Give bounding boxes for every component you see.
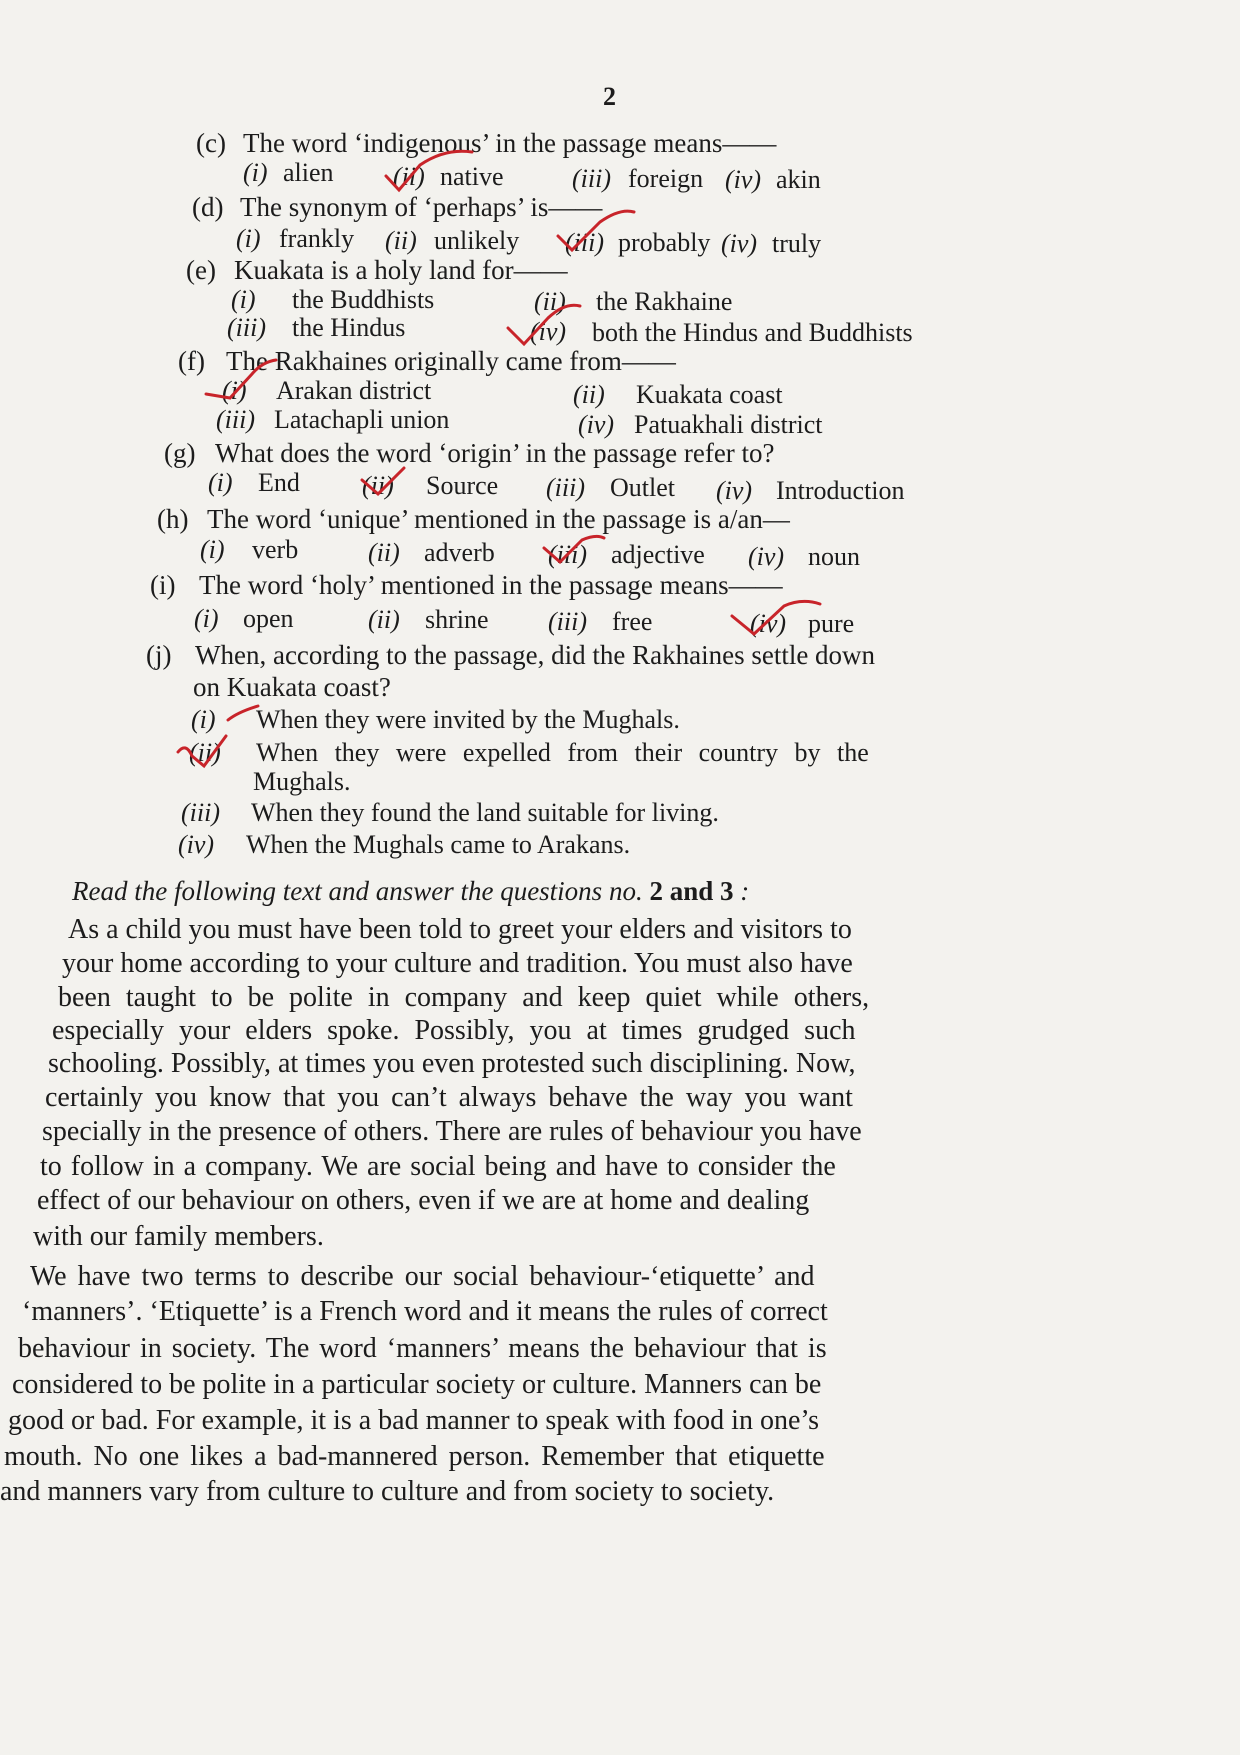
option-text: alien <box>283 158 334 187</box>
passage-line: considered to be polite in a particular society or culture. Manners can be <box>12 1369 822 1400</box>
instruction-question-numbers: 2 and 3 <box>649 876 734 906</box>
option-text: adverb <box>424 538 495 567</box>
option-text: Mughals. <box>253 767 351 796</box>
passage-line: ‘manners’. ‘Etiquette’ is a French word and it means the rules of correct <box>22 1296 828 1327</box>
question-stem: The synonym of ‘perhaps’ is—— <box>240 192 603 222</box>
passage-line: certainly you know that you can’t always behave the way you want <box>45 1082 853 1113</box>
option-label: (i) <box>208 468 233 497</box>
option-text: When they were invited by the Mughals. <box>256 705 680 734</box>
option-label: (iv) <box>750 609 787 638</box>
question-number: (g) <box>164 438 196 468</box>
option-label: (iii) <box>227 313 266 342</box>
passage-line: especially your elders spoke. Possibly, you at times grudged such <box>52 1015 856 1046</box>
passage-line: been taught to be polite in company and keep quiet while others, <box>58 982 870 1013</box>
option-label: (iii) <box>181 798 220 827</box>
option-text: truly <box>772 229 822 258</box>
option-text: noun <box>808 542 860 571</box>
option-label: (iii) <box>548 607 587 636</box>
option-text: native <box>440 162 504 191</box>
option-label: (i) <box>231 285 256 314</box>
option-label: (iv) <box>716 476 753 505</box>
option-text: When they were expelled from their country by the <box>256 738 869 767</box>
option-text: open <box>243 604 294 633</box>
option-text: Source <box>426 471 499 500</box>
option-label: (i) <box>236 224 261 253</box>
option-label: (ii) <box>534 287 566 316</box>
passage-line: behaviour in society. The word ‘manners’ means the behaviour that is <box>18 1333 827 1364</box>
option-text: probably <box>618 228 711 257</box>
option-text: Arakan district <box>276 376 432 405</box>
option-text: End <box>258 468 300 497</box>
option-text: Kuakata coast <box>636 380 783 409</box>
question-number: (h) <box>157 504 189 534</box>
instruction-text: Read the following text and answer the questions no. <box>72 876 650 906</box>
passage-line: your home according to your culture and tradition. You must also have <box>62 948 853 979</box>
option-text: foreign <box>628 164 704 193</box>
passage-line: to follow in a company. We are social being and have to consider the <box>40 1151 836 1182</box>
passage-line: schooling. Possibly, at times you even protested such disciplining. Now, <box>48 1048 856 1079</box>
option-text: Outlet <box>610 473 675 502</box>
question-number: (e) <box>186 255 216 285</box>
option-label: (i) <box>194 604 219 633</box>
question-number: (d) <box>192 192 224 222</box>
option-text: frankly <box>279 224 355 253</box>
question-number: (c) <box>196 128 226 158</box>
option-label: (iii) <box>572 164 611 193</box>
passage-line: We have two terms to describe our social behaviour-‘etiquette’ and <box>30 1261 815 1292</box>
question-stem: The Rakhaines originally came from—— <box>226 346 676 376</box>
option-label: (iv) <box>721 229 758 258</box>
option-label: (ii) <box>393 162 425 191</box>
passage-line: with our family members. <box>33 1221 324 1252</box>
option-label: (i) <box>243 158 268 187</box>
option-text: adjective <box>611 540 705 569</box>
page-number: 2 <box>603 82 616 111</box>
option-label: (iv) <box>178 830 215 859</box>
option-text: the Hindus <box>292 313 406 342</box>
option-text: the Rakhaine <box>596 287 733 316</box>
question-number: (f) <box>178 346 205 376</box>
question-stem: The word ‘unique’ mentioned in the passage is a/an— <box>207 504 790 534</box>
option-label: (ii) <box>362 471 394 500</box>
tick-mark-j-i <box>228 706 258 720</box>
reading-instruction <box>72 876 749 907</box>
option-text: akin <box>776 165 821 194</box>
question-stem: The word ‘holy’ mentioned in the passage means—— <box>199 570 783 600</box>
passage-line: good or bad. For example, it is a bad manner to speak with food in one’s <box>8 1405 820 1436</box>
option-text: the Buddhists <box>292 285 435 314</box>
option-text: both the Hindus and Buddhists <box>592 318 913 347</box>
passage-line: and manners vary from culture to culture and from society to society. <box>0 1476 775 1507</box>
passage-line: As a child you must have been told to greet your elders and visitors to <box>68 914 852 945</box>
option-label: (iv) <box>530 317 567 346</box>
question-stem: on Kuakata coast? <box>193 672 391 702</box>
option-label: (iii) <box>548 540 587 569</box>
question-stem: When, according to the passage, did the Rakhaines settle down <box>195 640 876 670</box>
option-label: (ii) <box>385 226 417 255</box>
question-number: (j) <box>146 640 172 670</box>
option-label: (iii) <box>546 473 585 502</box>
passage-line: specially in the presence of others. There are rules of behaviour you have <box>42 1116 862 1147</box>
option-text: free <box>612 607 653 636</box>
option-text: Patuakhali district <box>634 410 823 439</box>
passage-line: mouth. No one likes a bad-mannered person. Remember that etiquette <box>4 1441 825 1472</box>
question-stem: What does the word ‘origin’ in the passage refer to? <box>215 438 775 468</box>
option-label: (iv) <box>578 410 615 439</box>
option-text: unlikely <box>434 226 520 255</box>
option-label: (i) <box>200 535 225 564</box>
option-label: (ii) <box>368 538 400 567</box>
option-text: When they found the land suitable for living. <box>251 798 719 827</box>
option-text: verb <box>252 535 299 564</box>
option-label: (iii) <box>216 405 255 434</box>
option-label: (ii) <box>368 605 400 634</box>
option-label: (iv) <box>748 542 785 571</box>
option-label: (ii) <box>189 738 221 767</box>
option-label: (iii) <box>565 228 604 257</box>
option-text: Introduction <box>776 476 905 505</box>
option-text: When the Mughals came to Arakans. <box>246 830 631 859</box>
option-text: Latachapli union <box>274 405 450 434</box>
option-label: (iv) <box>725 165 762 194</box>
option-label: (i) <box>222 376 247 405</box>
question-number: (i) <box>150 570 176 600</box>
question-stem: Kuakata is a holy land for—— <box>234 255 568 285</box>
option-text: pure <box>808 609 855 638</box>
question-stem: The word ‘indigenous’ in the passage means—— <box>243 128 777 158</box>
option-label: (ii) <box>573 380 605 409</box>
option-label: (i) <box>191 705 216 734</box>
passage-line: effect of our behaviour on others, even if we are at home and dealing <box>37 1185 810 1216</box>
option-text: shrine <box>425 605 489 634</box>
instruction-end: : <box>733 876 750 906</box>
